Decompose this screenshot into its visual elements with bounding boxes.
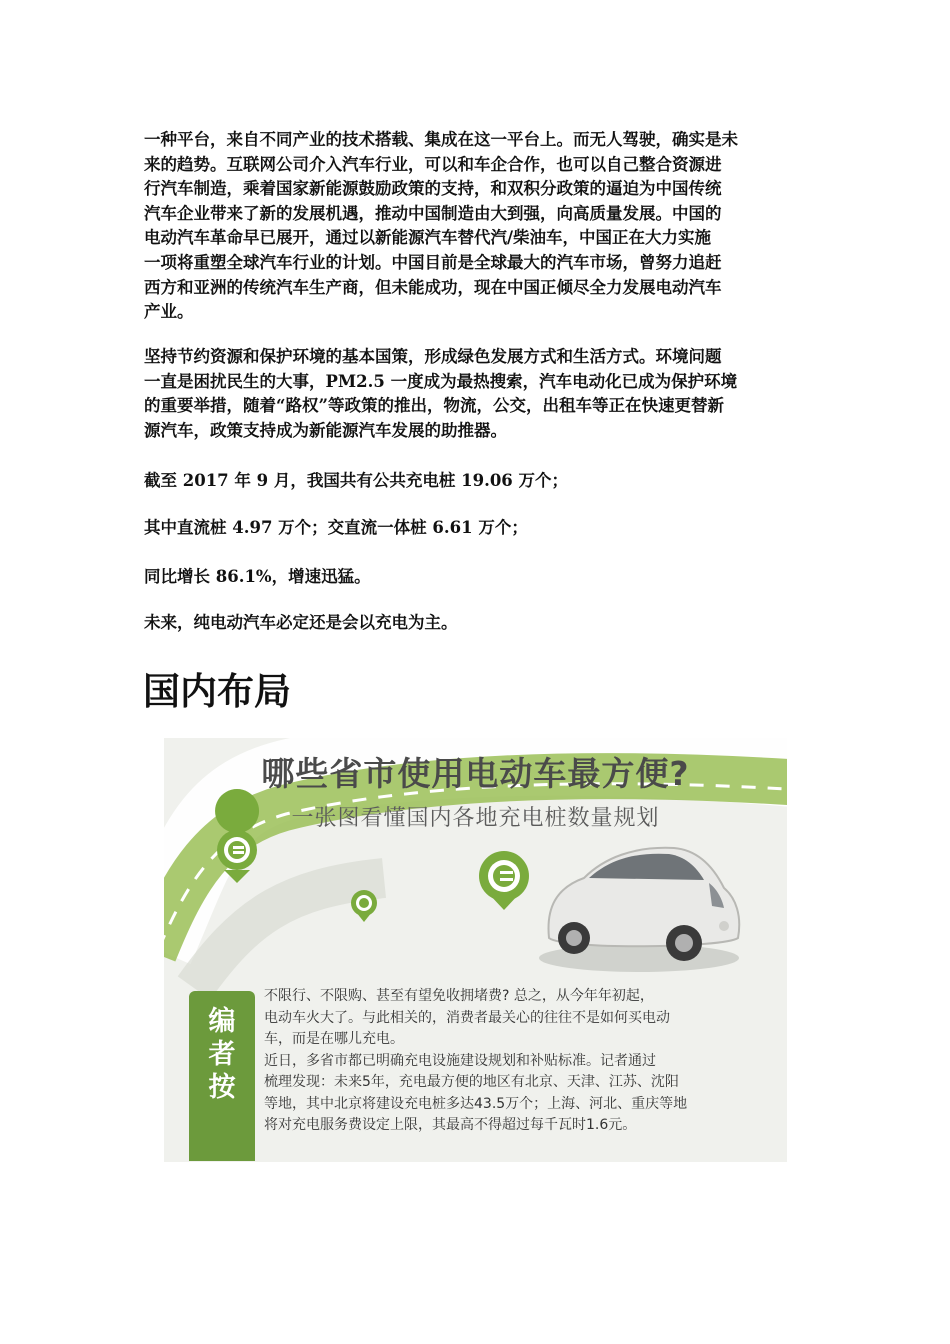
stat-line-growth: 同比增长 86.1%，增速迅猛。 <box>144 567 371 586</box>
editor-note-badge <box>189 991 255 1161</box>
editor-note-badge-label: 编 者 按 <box>208 1006 236 1103</box>
stat-line-total: 截至 2017 年 9 月，我国共有公共充电桩 19.06 万个； <box>144 471 569 490</box>
paragraph-intro: 一种平台，来自不同产业的技术搭载、集成在这一平台上。而无人驾驶，确实是未 来的趋势。互联网公司介入汽车行业，可以和车企合作，也可以自己整合资源进 行汽车制造，乘着国家新能源鼓励政策的支持，和双积分政策的逼迫为中国传统 汽车企业带来了新的发展机遇，推动中国制造由大到强，向高质量发展。中国的 电动汽车革命早已展开，通过以新能源汽车替代汽/柴油车，中国正在大力实施 一项将重塑全球汽车行业的计划。中国目前是全球最大的汽车市场，曾努力追赶 西方和亚洲的传统汽车生产商，但未能成功，现在中国正倾尽全力发展电动汽车 产业。 <box>144 130 738 322</box>
infographic-subtitle: 一张图看懂国内各地充电桩数量规划 <box>291 806 660 831</box>
stat-line-dc: 其中直流桩 4.97 万个；交直流一体桩 6.61 万个； <box>144 518 528 537</box>
stat-line-future: 未来，纯电动汽车必定还是会以充电为主。 <box>144 613 458 632</box>
editor-note-text: 不限行、不限购、甚至有望免收拥堵费? 总之，从今年年初起， 电动车火大了。与此相关的，消费者最关心的往往不是如何买电动 车，而是在哪儿充电。 近日，多省市都已明确充电设施建设规划和补贴标准。记者通过 梳理发现：未来5年，充电最方便的地区有北京、天津、江苏、沈阳 等地，其中北京将建设充电桩多达43.5万个；上海、河北、重庆等地 将对充电服务费设定上限，其最高不得超过每千瓦时1.6元。 <box>264 988 688 1133</box>
charging-pin-icon <box>351 890 377 922</box>
section-heading: 国内布局 <box>143 670 291 713</box>
paragraph-environment: 坚持节约资源和保护环境的基本国策，形成绿色发展方式和生活方式。环境问题 一直是困扰民生的大事，PM2.5 一度成为最热搜索，汽车电动化已成为保护环境 的重要举措，随着“路权”等政策的推出，物流，公交，出租车等正在快速更替新 源汽车，政策支持成为新能源汽车发展的助推器。 <box>144 347 738 440</box>
charging-pin-icon <box>479 851 529 910</box>
car-illustration <box>539 848 739 972</box>
infographic-title: 哪些省市使用电动车最方便? <box>261 754 690 793</box>
charging-infographic <box>164 738 787 1162</box>
